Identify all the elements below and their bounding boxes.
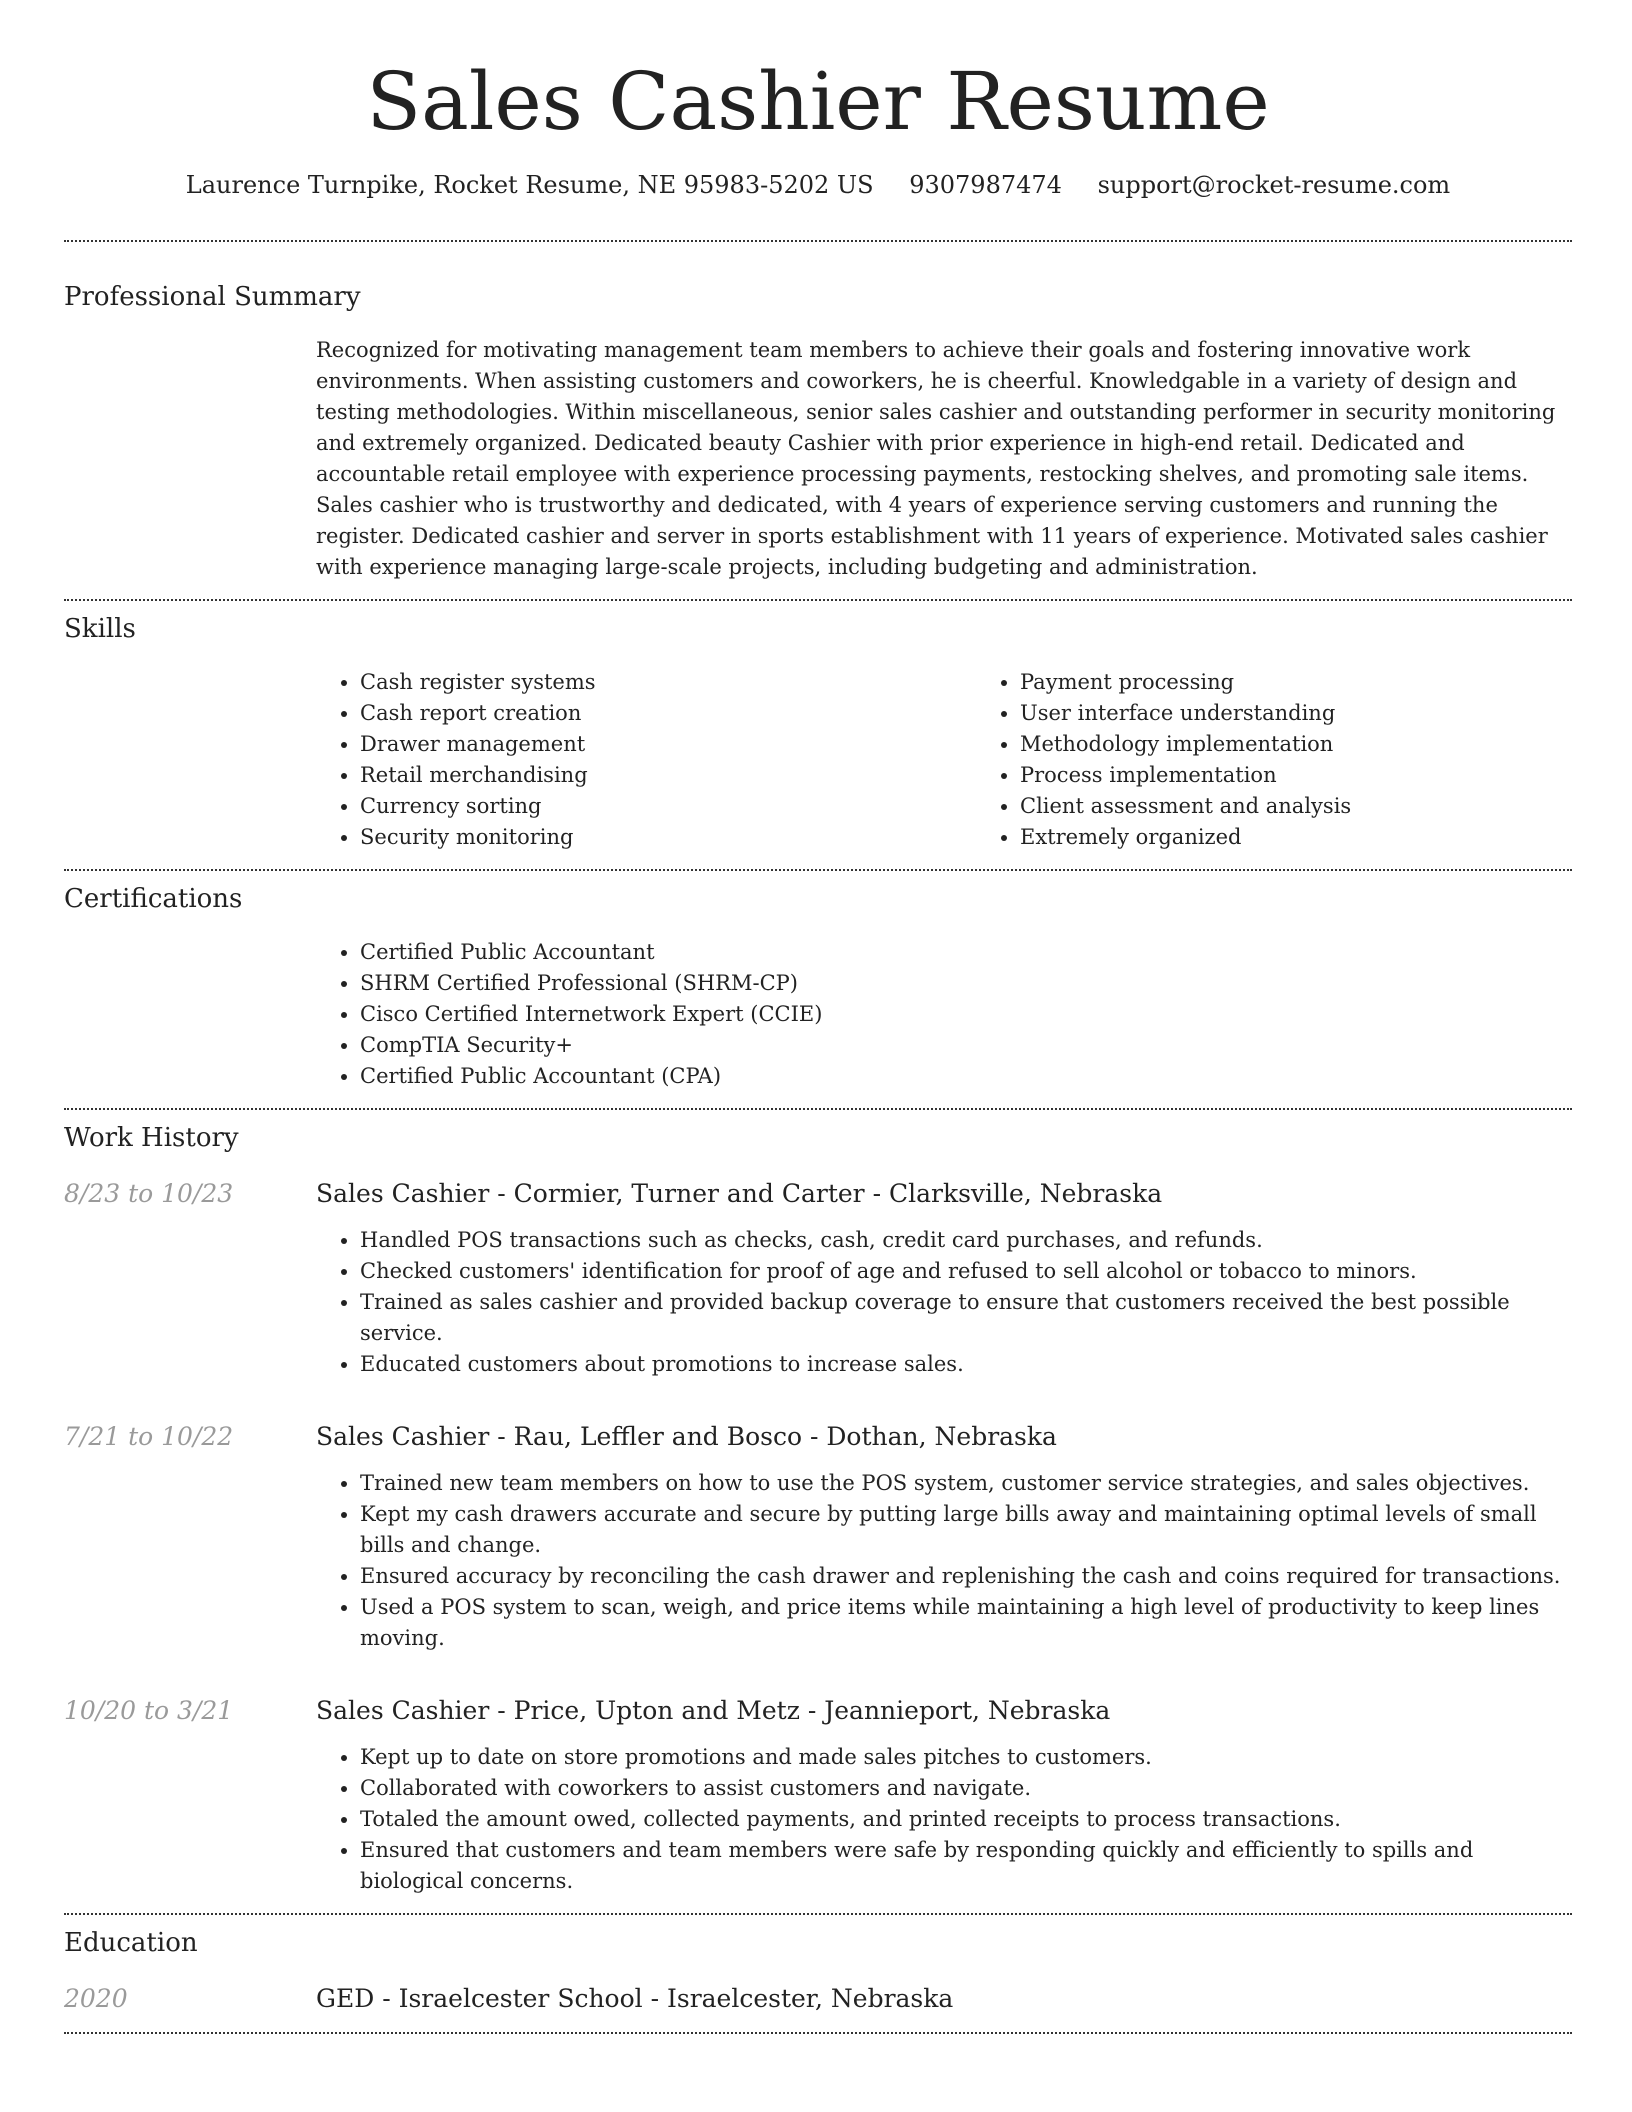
job-dates: 7/21 to 10/22 [64,1422,234,1451]
job-bullets [316,1742,1572,1897]
contact-line [64,168,1572,202]
list-item: • Certified Public Accountant (CPA) [360,1061,1572,1092]
list-item: • Checked customers' identification for proof of age and refused to sell alcohol or tobacco to minors. [360,1256,1572,1287]
skills-list-right [976,667,1632,853]
contact-phone: 9307987474 [909,171,1062,199]
job-dates: 10/20 to 3/21 [64,1696,234,1725]
list-item: • Ensured that customers and team members were safe by responding quickly and efficiently to spills and biological concerns. [360,1835,1572,1897]
divider [64,240,1572,242]
divider [64,1913,1572,1915]
list-item: • Process implementation [1020,760,1632,791]
list-item: • Drawer management [360,729,976,760]
list-item: • Security monitoring [360,822,976,853]
section-heading-education: Education [64,1928,198,1958]
contact-email: support@rocket-resume.com [1097,171,1451,199]
list-item: • Trained new team members on how to use the POS system, customer service strategies, and sales objectives. [360,1468,1572,1499]
job-title: Sales Cashier - Cormier, Turner and Carter - Clarksville, Nebraska [316,1179,1163,1208]
job-title: Sales Cashier - Rau, Leffler and Bosco - Dothan, Nebraska [316,1422,1057,1451]
list-item: • Extremely organized [1020,822,1632,853]
list-item: • Trained as sales cashier and provided backup coverage to ensure that customers received the best possible service. [360,1287,1572,1349]
skills-columns [316,667,1632,853]
list-item: • SHRM Certified Professional (SHRM-CP) [360,968,1572,999]
list-item: • Cash register systems [360,667,976,698]
resume-page [64,0,1572,2034]
list-item: • Kept my cash drawers accurate and secure by putting large bills away and maintaining optimal levels of small bills and change. [360,1499,1572,1561]
skills-list-left [316,667,976,853]
list-item: • Cash report creation [360,698,976,729]
job-bullets [316,1468,1572,1654]
list-item: • Methodology implementation [1020,729,1632,760]
list-item: • Collaborated with coworkers to assist customers and navigate. [360,1773,1572,1804]
list-item: • Payment processing [1020,667,1632,698]
section-heading-certifications: Certifications [64,884,243,914]
list-item: • Currency sorting [360,791,976,822]
list-item: • Used a POS system to scan, weigh, and price items while maintaining a high level of productivity to keep lines moving. [360,1592,1572,1654]
education-year: 2020 [64,1984,128,2013]
list-item: • Handled POS transactions such as checks, cash, credit card purchases, and refunds. [360,1225,1572,1256]
summary-text: Recognized for motivating management team members to achieve their goals and fostering innovative work environments. When assisting customers and coworkers, he is cheerful. Knowledgable in a variety of design and testing methodologies. Within miscellaneous, senior sales cashier and outstanding performer in security monitoring and extremely organized. Dedicated beauty Cashier with prior experience in high-end retail. Dedicated and accountable retail employee with experience processing payments, restocking shelves, and promoting sale items. Sales cashier who is trustworthy and dedicated, with 4 years of experience serving customers and running the register. Dedicated cashier and server in sports establishment with 11 years of experience. Motivated sales cashier with experience managing large-scale projects, including budgeting and administration. [316,338,1556,579]
list-item: • Cisco Certified Internetwork Expert (CCIE) [360,999,1572,1030]
section-heading-work: Work History [64,1123,239,1153]
job-entry [64,1420,1572,1654]
contact-address: Laurence Turnpike, Rocket Resume, NE 95983-5202 US [185,171,874,199]
divider [64,2032,1572,2034]
list-item: • User interface understanding [1020,698,1632,729]
skills-row [64,667,1572,853]
section-heading-summary: Professional Summary [64,282,361,312]
list-item: • Totaled the amount owed, collected payments, and printed receipts to process transactions. [360,1804,1572,1835]
job-dates: 8/23 to 10/23 [64,1179,234,1208]
job-title: Sales Cashier - Price, Upton and Metz - Jeannieport, Nebraska [316,1696,1111,1725]
job-entry [64,1694,1572,1897]
list-item: • Ensured accuracy by reconciling the cash drawer and replenishing the cash and coins required for transactions. [360,1561,1572,1592]
certifications-row [64,937,1572,1092]
education-entry [64,1982,1572,2016]
list-item: • Retail merchandising [360,760,976,791]
list-item: • Client assessment and analysis [1020,791,1632,822]
divider [64,1108,1572,1110]
job-entry [64,1177,1572,1380]
list-item: • Certified Public Accountant [360,937,1572,968]
page-title: Sales Cashier Resume [366,55,1270,148]
list-item: • Kept up to date on store promotions and made sales pitches to customers. [360,1742,1572,1773]
section-heading-skills: Skills [64,614,136,644]
summary-row [64,335,1572,583]
education-title: GED - Israelcester School - Israelcester, Nebraska [316,1984,954,2013]
list-item: • CompTIA Security+ [360,1030,1572,1061]
certifications-list [316,937,1572,1092]
divider [64,599,1572,601]
divider [64,869,1572,871]
list-item: • Educated customers about promotions to increase sales. [360,1349,1572,1380]
job-bullets [316,1225,1572,1380]
